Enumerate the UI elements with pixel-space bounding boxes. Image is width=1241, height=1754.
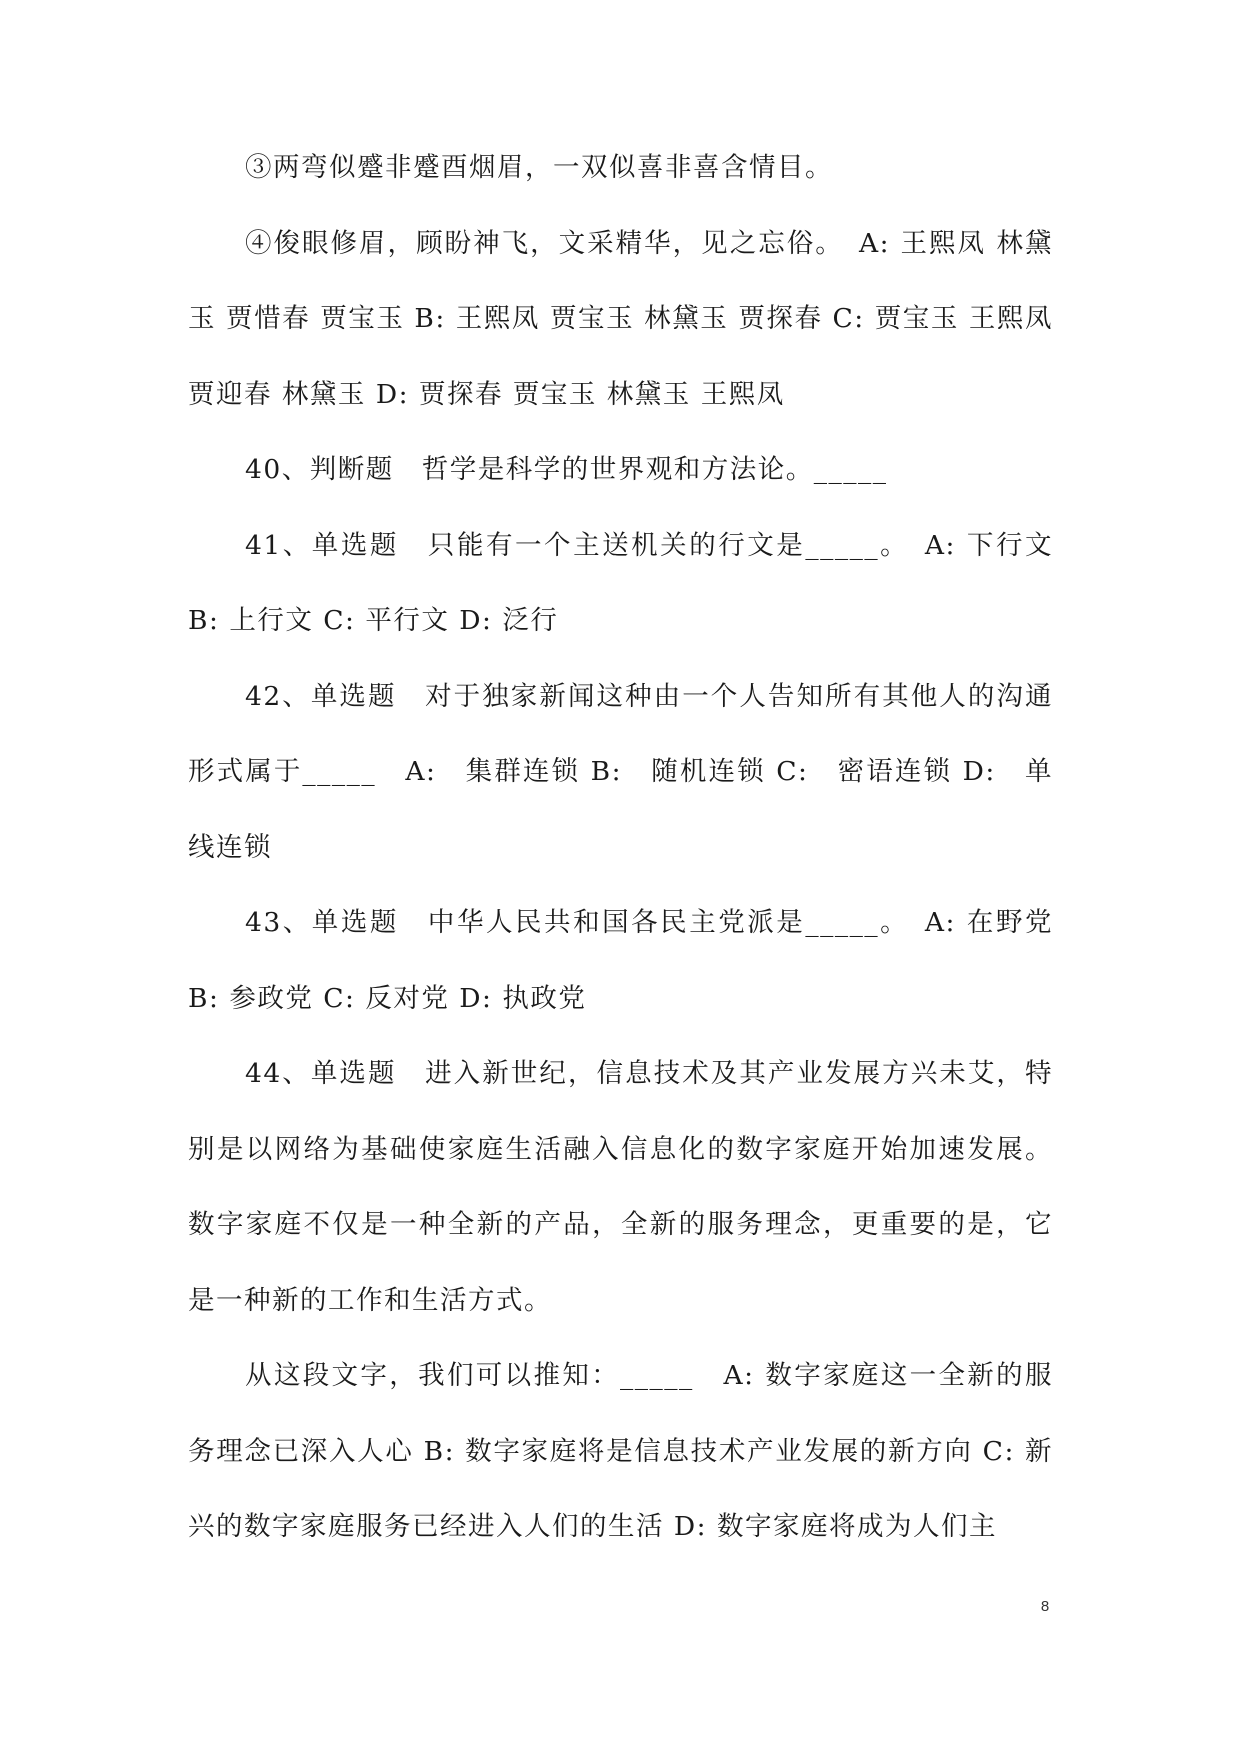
page-number: 8: [1040, 1598, 1050, 1615]
question-44-prompt: 从这段文字，我们可以推知：_____ A: 数字家庭这一全新的服务理念已深入人心 B: 数字家庭将是信息技术产业发展的新方向 C: 新兴的数字家庭服务已经进入人们的生活 D: 数字家庭将成为人们主: [188, 1360, 1053, 1542]
question-44: 44、单选题 进入新世纪，信息技术及其产业发展方兴未艾，特别是以网络为基础使家庭生活融入信息化的数字家庭开始加速发展。数字家庭不仅是一种全新的产品，全新的服务理念，更重要的是，它是一种新的工作和生活方式。: [188, 1058, 1053, 1316]
paragraph-option-3: ③两弯似蹙非蹙酉烟眉，一双似喜非喜含情目。: [245, 152, 833, 183]
question-42: 42、单选题 对于独家新闻这种由一个人告知所有其他人的沟通形式属于_____ A: 集群连锁 B: 随机连锁 C: 密语连锁 D: 单线连锁: [188, 680, 1053, 863]
question-41: 41、单选题 只能有一个主送机关的行文是_____。 A: 下行文 B: 上行文 C: 平行文 D: 泛行: [188, 529, 1053, 636]
question-43: 43、单选题 中华人民共和国各民主党派是_____。 A: 在野党 B: 参政党 C: 反对党 D: 执政党: [188, 907, 1053, 1014]
paragraph-option-4: ④俊眼修眉，顾盼神飞，文采精华，见之忘俗。 A: 王熙凤 林黛玉 贾惜春 贾宝玉 B: 王熙凤 贾宝玉 林黛玉 贾探春 C: 贾宝玉 王熙凤 贾迎春 林黛玉 D: 贾探春 贾宝玉 林黛玉 王熙凤: [188, 227, 1053, 410]
question-40: 40、判断题 哲学是科学的世界观和方法论。_____: [245, 454, 888, 485]
page-content: [188, 130, 1053, 1565]
